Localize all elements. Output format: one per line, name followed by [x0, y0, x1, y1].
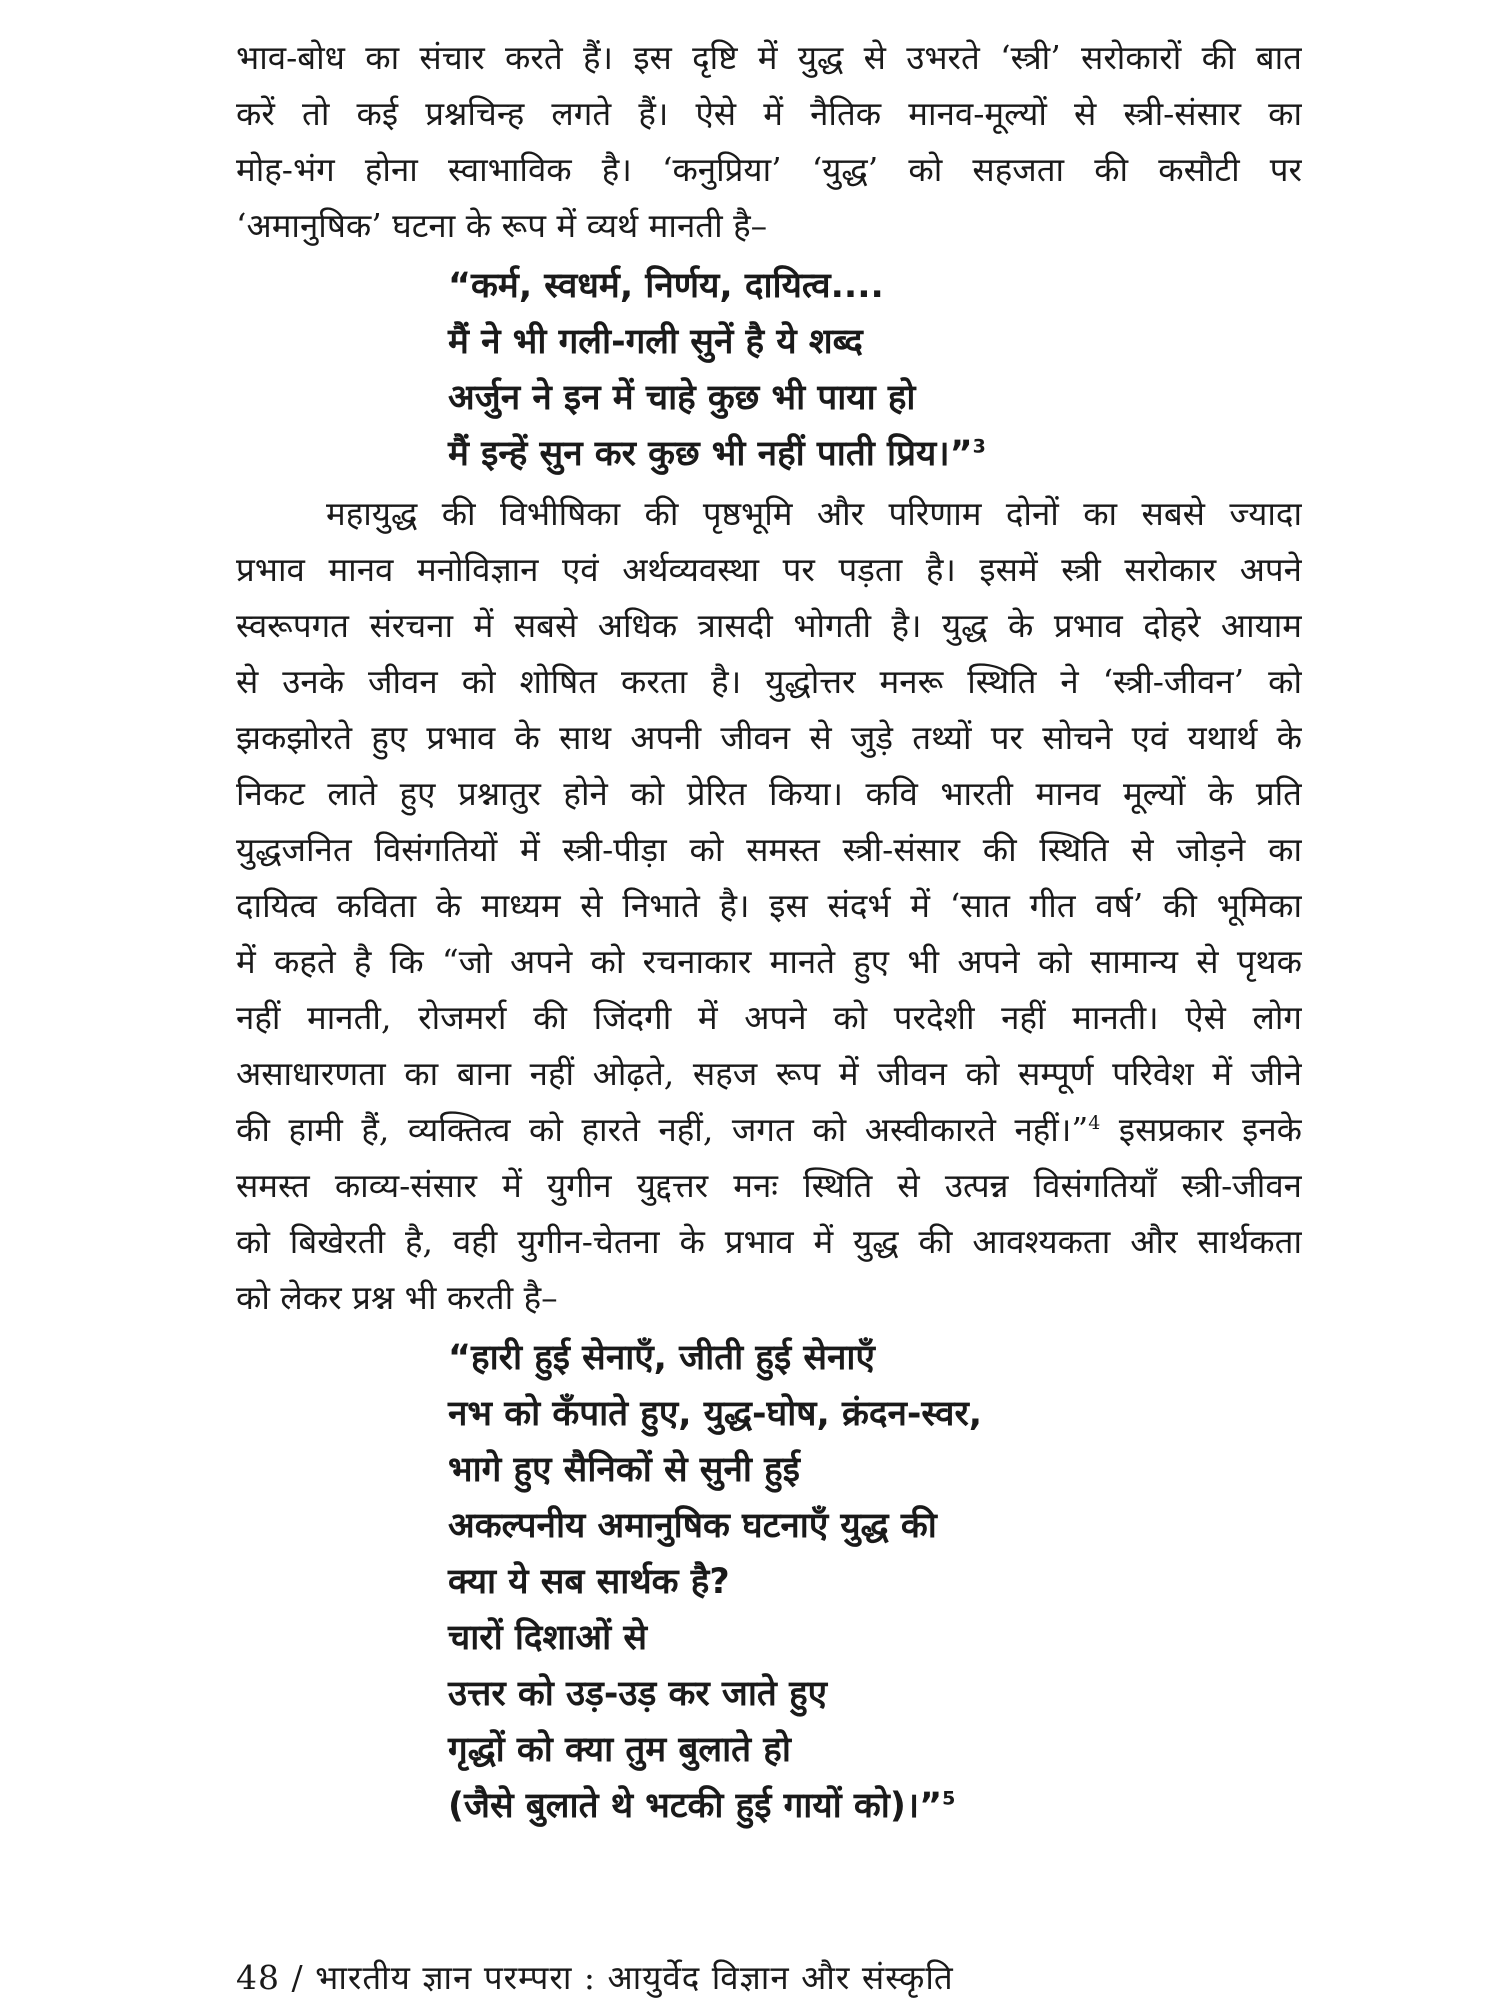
- quote-1-line-3: अर्जुन ने इन में चाहे कुछ भी पाया हो: [448, 378, 916, 418]
- page-footer: [236, 1956, 954, 2000]
- paragraph-2-line-6: निकट लाते हुए प्रश्नातुर होने को प्रेरित किया। कवि भारती मानव मूल्यों के प्रति: [236, 774, 1302, 813]
- book-title: भारतीय ज्ञान परम्परा : आयुर्वेद विज्ञान और संस्कृति: [315, 1958, 954, 1997]
- paragraph-2-line-12-after: इसप्रकार इनके: [1100, 1110, 1302, 1149]
- quote-2-line-4: अकल्पनीय अमानुषिक घटनाएँ युद्ध की: [448, 1506, 937, 1546]
- paragraph-1-line-1: भाव-बोध का संचार करते हैं। इस दृष्टि में युद्ध से उभरते ‘स्त्री’ सरोकारों की बात: [236, 38, 1302, 77]
- quote-1-line-4: [448, 426, 986, 482]
- footer-separator: /: [291, 1958, 304, 1997]
- quote-2-line-6: चारों दिशाओं से: [448, 1618, 647, 1658]
- quote-2-line-2: नभ को कँपाते हुए, युद्ध-घोष, क्रंदन-स्वर,: [448, 1394, 983, 1434]
- quote-2-line-7: उत्तर को उड़-उड़ कर जाते हुए: [448, 1674, 828, 1714]
- paragraph-2-line-3: स्वरूपगत संरचना में सबसे अधिक त्रासदी भोगती है। युद्ध के प्रभाव दोहरे आयाम: [236, 606, 1302, 645]
- footnote-marker-3: 3: [972, 435, 986, 458]
- quote-1-line-1: “कर्म, स्वधर्म, निर्णय, दायित्व....: [448, 266, 884, 306]
- quote-2-line-9-text: (जैसे बुलाते थे भटकी हुई गायों को)।”: [448, 1786, 943, 1826]
- quote-2-line-5: क्या ये सब सार्थक है?: [448, 1562, 730, 1602]
- paragraph-2-line-11: असाधारणता का बाना नहीं ओढ़ते, सहज रूप में जीवन को सम्पूर्ण परिवेश में जीने: [236, 1054, 1302, 1093]
- quote-2-line-3: भागे हुए सैनिकों से सुनी हुई: [448, 1450, 800, 1490]
- paragraph-2-line-8: दायित्व कविता के माध्यम से निभाते है। इस संदर्भ में ‘सात गीत वर्ष’ की भूमिका: [236, 886, 1302, 925]
- paragraph-2-line-13: समस्त काव्य-संसार में युगीन युद्दत्तर मनः स्थिति से उत्पन्न विसंगतियाँ स्त्री-जीवन: [236, 1166, 1302, 1205]
- paragraph-2-line-7: युद्धजनित विसंगतियों में स्त्री-पीड़ा को समस्त स्त्री-संसार की स्थिति से जोड़ने का: [236, 830, 1302, 869]
- quote-1-line-4-text: मैं इन्हें सुन कर कुछ भी नहीं पाती प्रिय।”: [448, 434, 973, 474]
- paragraph-2-line-4: से उनके जीवन को शोषित करता है। युद्धोत्तर मनरू स्थिति ने ‘स्त्री-जीवन’ को: [236, 662, 1302, 701]
- paragraph-2-line-14: को बिखेरती है, वही युगीन-चेतना के प्रभाव में युद्ध की आवश्यकता और सार्थकता: [236, 1222, 1302, 1261]
- paragraph-2-line-9: में कहते है कि “जो अपने को रचनाकार मानते हुए भी अपने को सामान्य से पृथक: [236, 942, 1302, 981]
- paragraph-2-line-12-before: की हामी हैं, व्यक्तित्व को हारते नहीं, जगत को अस्वीकारते नहीं।”: [236, 1110, 1089, 1149]
- quote-2-line-1: “हारी हुई सेनाएँ, जीती हुई सेनाएँ: [448, 1338, 875, 1378]
- quote-2-line-9: [448, 1778, 955, 1834]
- paragraph-1-line-4: ‘अमानुषिक’ घटना के रूप में व्यर्थ मानती है–: [236, 206, 768, 245]
- page-number: 48: [236, 1958, 280, 1997]
- paragraph-2-line-2: प्रभाव मानव मनोविज्ञान एवं अर्थव्यवस्था पर पड़ता है। इसमें स्त्री सरोकार अपने: [236, 550, 1302, 589]
- quote-1-line-2: मैं ने भी गली-गली सुनें है ये शब्द: [448, 322, 863, 362]
- quote-2-line-8: गृद्धों को क्या तुम बुलाते हो: [448, 1730, 791, 1770]
- paragraph-1-line-3: मोह-भंग होना स्वाभाविक है। ‘कनुप्रिया’ ‘युद्ध’ को सहजता की कसौटी पर: [236, 150, 1302, 189]
- paragraph-2-line-10: नहीं मानती, रोजमर्रा की जिंदगी में अपने को परदेशी नहीं मानती। ऐसे लोग: [236, 998, 1302, 1037]
- paragraph-1-line-2: करें तो कई प्रश्नचिन्ह लगते हैं। ऐसे में नैतिक मानव-मूल्यों से स्त्री-संसार का: [236, 94, 1302, 133]
- paragraph-2-line-1: महायुद्ध की विभीषिका की पृष्ठभूमि और परिणाम दोनों का सबसे ज्यादा: [326, 494, 1302, 533]
- footnote-marker-5: 5: [942, 1787, 956, 1810]
- paragraph-2-line-12: [236, 1102, 1302, 1158]
- paragraph-2-line-15: को लेकर प्रश्न भी करती है–: [236, 1278, 558, 1317]
- paragraph-2-line-5: झकझोरते हुए प्रभाव के साथ अपनी जीवन से जुड़े तथ्यों पर सोचने एवं यथार्थ के: [236, 718, 1302, 757]
- footnote-marker-4: 4: [1088, 1112, 1101, 1134]
